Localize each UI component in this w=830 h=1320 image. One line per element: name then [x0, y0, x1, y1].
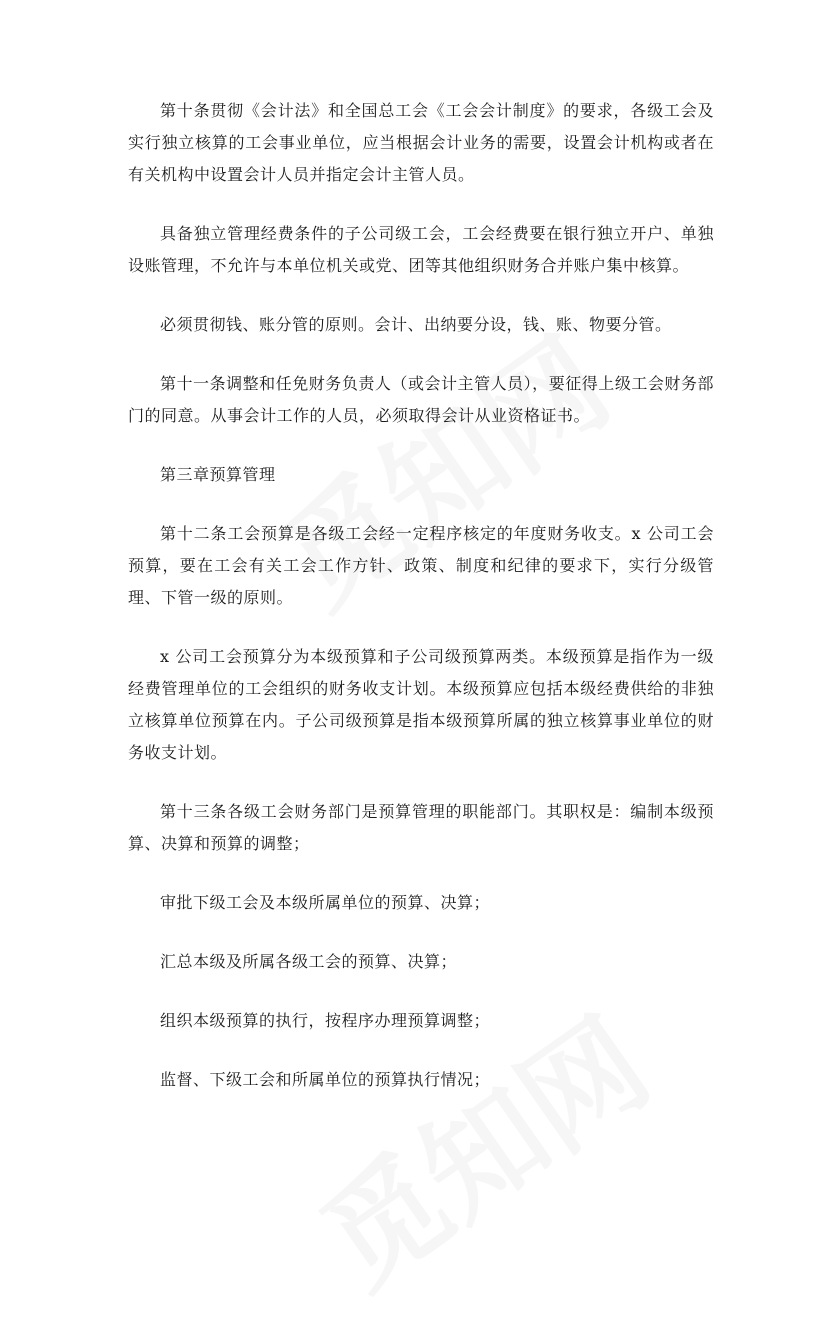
- paragraph: 第十一条调整和任免财务负责人（或会计主管人员），要征得上级工会财务部门的同意。从事会计工作的人员，必须取得会计从业资格证书。: [128, 374, 714, 425]
- paragraph: 第十二条工会预算是各级工会经一定程序核定的年度财务收支。x 公司工会预算，要在工会有关工会工作方针、政策、制度和纪律的要求下，实行分级管理、下管一级的原则。: [128, 524, 714, 607]
- paragraph: 组织本级预算的执行，按程序办理预算调整；: [160, 1011, 491, 1030]
- paragraph: 审批下级工会及本级所属单位的预算、决算；: [160, 893, 491, 912]
- paragraph: 监督、下级工会和所属单位的预算执行情况；: [160, 1070, 491, 1089]
- paragraph: 第十条贯彻《会计法》和全国总工会《工会会计制度》的要求，各级工会及实行独立核算的工会事业单位，应当根据会计业务的需要，设置会计机构或者在有关机构中设置会计人员并指定会计主管人员。: [128, 101, 714, 184]
- chapter-heading: 第三章预算管理: [160, 465, 276, 484]
- paragraph: x 公司工会预算分为本级预算和子公司级预算两类。本级预算是指作为一级经费管理单位的工会组织的财务收支计划。本级预算应包括本级经费供给的非独立核算单位预算在内。子公司级预算是指本级预算所属的独立核算事业单位的财务收支计划。: [128, 647, 714, 762]
- paragraph: 第十三条各级工会财务部门是预算管理的职能部门。其职权是：编制本级预算、决算和预算的调整；: [128, 802, 714, 853]
- paragraph: 必须贯彻钱、账分管的原则。会计、出纳要分设，钱、账、物要分管。: [160, 315, 672, 334]
- paragraph: 具备独立管理经费条件的子公司级工会，工会经费要在银行独立开户、单独设账管理，不允许与本单位机关或党、团等其他组织财务合并账户集中核算。: [128, 224, 714, 275]
- document-body: [128, 95, 714, 1123]
- paragraph: 汇总本级及所属各级工会的预算、决算；: [160, 952, 458, 971]
